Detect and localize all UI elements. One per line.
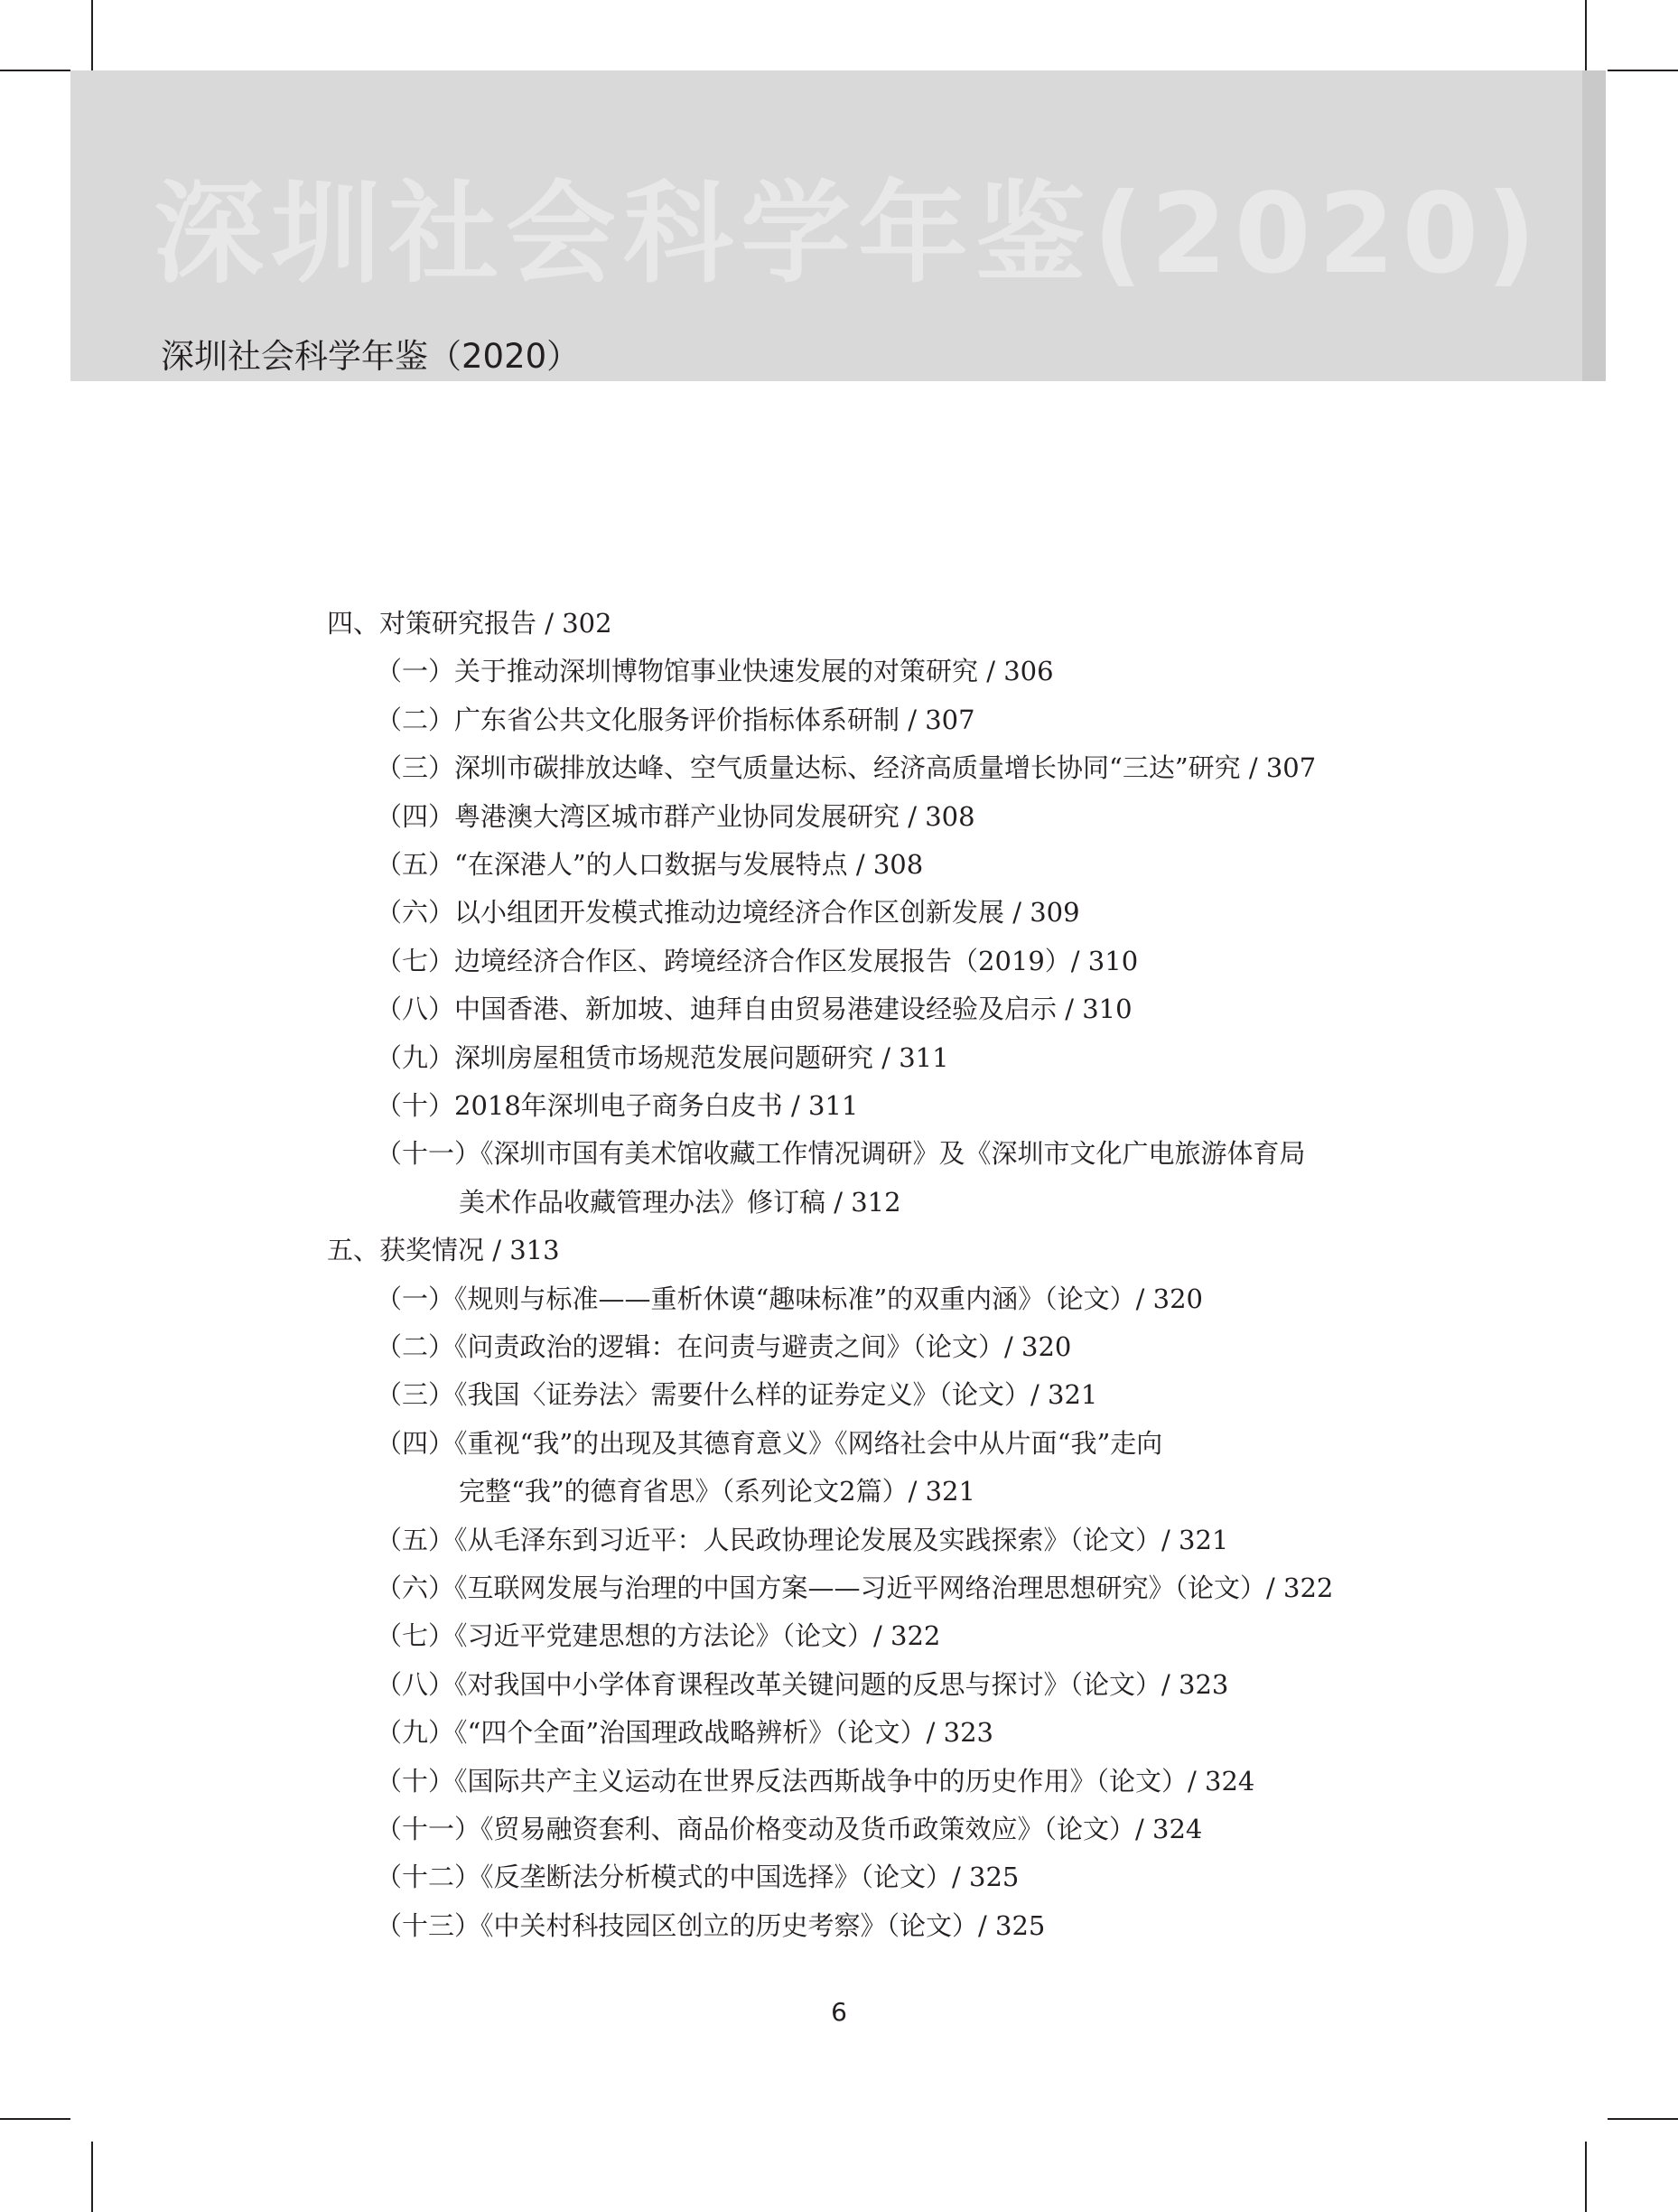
toc-entry: （四）粤港澳大湾区城市群产业协同发展研究 / 308 [376,801,975,832]
toc-entry: （五）《从毛泽东到习近平：人民政协理论发展及实践探索》（论文）/ 321 [376,1525,1229,1555]
toc-entry: （九）深圳房屋租赁市场规范发展问题研究 / 311 [376,1042,949,1073]
header-band-edge [1582,70,1606,381]
crop-mark-top-left-v [91,0,93,70]
toc-section-heading: 五、获奖情况 / 313 [327,1235,560,1265]
toc-entry: （三）深圳市碳排放达峰、空气质量达标、经济高质量增长协同“三达”研究 / 307 [376,752,1317,783]
toc-entry: （二）《问责政治的逻辑：在问责与避责之间》（论文）/ 320 [376,1331,1072,1362]
toc-entry: （一）《规则与标准——重析休谟“趣味标准”的双重内涵》（论文）/ 320 [376,1283,1203,1314]
crop-mark-top-right-v [1585,0,1587,70]
toc-entry-continuation: 美术作品收藏管理办法》修订稿 / 312 [459,1187,901,1218]
toc-entry: （八）《对我国中小学体育课程改革关键问题的反思与探讨》（论文）/ 323 [376,1669,1229,1700]
toc-entry: （六）以小组团开发模式推动边境经济合作区创新发展 / 309 [376,897,1080,928]
page-number: 6 [831,1997,847,2027]
toc-entry: （九）《“四个全面”治国理政战略辨析》（论文）/ 323 [376,1717,993,1748]
toc-entry: （七）边境经济合作区、跨境经济合作区发展报告（2019）/ 310 [376,946,1139,976]
toc-entry: （十）2018年深圳电子商务白皮书 / 311 [376,1090,859,1121]
toc-entry-continuation: 完整“我”的德育省思》（系列论文2篇）/ 321 [459,1476,975,1507]
crop-mark-bottom-right-v [1585,2142,1587,2212]
toc-entry: （三）《我国〈证券法〉需要什么样的证券定义》（论文）/ 321 [376,1379,1098,1410]
crop-mark-top-right-h [1608,70,1678,71]
toc-entry: （十二）《反垄断法分析模式的中国选择》（论文）/ 325 [376,1862,1020,1892]
header-watermark: 深圳社会科学年鉴(2020) [154,170,1544,298]
crop-mark-top-left-h [0,70,70,71]
crop-mark-bottom-left-v [91,2142,93,2212]
toc-entry: （一）关于推动深圳博物馆事业快速发展的对策研究 / 306 [376,656,1054,686]
toc-entry: （五）“在深港人”的人口数据与发展特点 / 308 [376,849,924,880]
toc-entry: （十三）《中关村科技园区创立的历史考察》（论文）/ 325 [376,1910,1046,1941]
toc-entry: （二）广东省公共文化服务评价指标体系研制 / 307 [376,705,975,735]
toc-entry: （七）《习近平党建思想的方法论》（论文）/ 322 [376,1620,941,1651]
crop-mark-bottom-right-h [1608,2118,1678,2120]
toc-entry: （十）《国际共产主义运动在世界反法西斯战争中的历史作用》（论文）/ 324 [376,1766,1255,1797]
toc-entry: （四）《重视“我”的出现及其德育意义》《网络社会中从片面“我”走向 [376,1428,1163,1459]
running-head-title: 深圳社会科学年鉴（2020） [161,337,581,376]
toc-entry: （十一）《贸易融资套利、商品价格变动及货币政策效应》（论文）/ 324 [376,1814,1203,1844]
crop-mark-bottom-left-h [0,2118,70,2120]
toc-entry: （八）中国香港、新加坡、迪拜自由贸易港建设经验及启示 / 310 [376,994,1133,1024]
toc-entry: （十一）《深圳市国有美术馆收藏工作情况调研》及《深圳市文化广电旅游体育局 [376,1138,1306,1169]
header-band [70,70,1606,381]
toc-entry: （六）《互联网发展与治理的中国方案——习近平网络治理思想研究》（论文）/ 322 [376,1573,1334,1603]
toc-section-heading: 四、对策研究报告 / 302 [327,608,612,639]
